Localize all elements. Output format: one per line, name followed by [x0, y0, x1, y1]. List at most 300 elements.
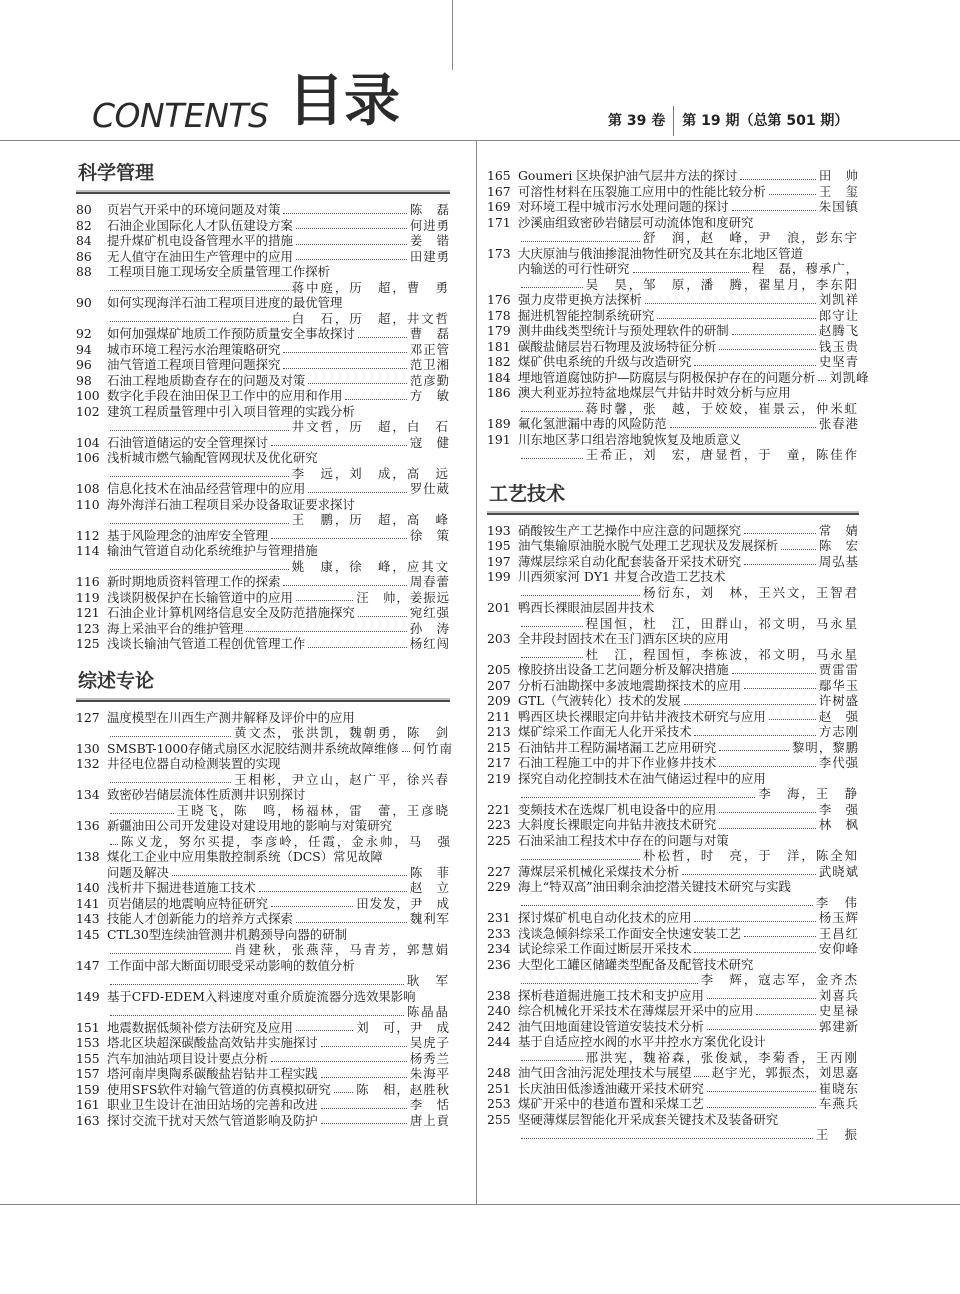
toc-entry[interactable] — [487, 369, 870, 386]
entry-title-row — [518, 308, 859, 324]
toc-entry[interactable] — [487, 1096, 859, 1112]
entry-authors: 黎明，黎鹏 — [792, 739, 859, 755]
toc-entry[interactable] — [76, 818, 450, 849]
toc-entry[interactable] — [76, 880, 450, 896]
leader-dots — [110, 466, 289, 478]
toc-entry[interactable] — [487, 184, 859, 200]
leader-dots — [308, 373, 407, 385]
toc-entry[interactable] — [76, 357, 450, 373]
entry-title-row — [518, 432, 859, 448]
toc-entry[interactable] — [76, 342, 450, 358]
toc-entry[interactable] — [487, 817, 859, 833]
toc-entry[interactable] — [487, 1081, 859, 1097]
page-number: 248 — [487, 1065, 511, 1080]
entry-text — [518, 817, 859, 833]
toc-entry[interactable] — [76, 249, 450, 265]
page-number: 121 — [76, 605, 100, 620]
leader-dots — [744, 678, 816, 690]
leader-dots — [110, 559, 289, 571]
page-number: 189 — [487, 416, 511, 431]
toc-entry[interactable] — [76, 849, 450, 880]
page-number: 153 — [76, 1035, 100, 1050]
entry-title-row — [107, 1051, 450, 1067]
page-number: 159 — [76, 1081, 100, 1097]
leader-dots — [321, 1113, 407, 1125]
entry-title: 长庆油田低渗透油藏开采技术研究 — [518, 1080, 704, 1096]
leader-dots — [110, 803, 174, 815]
toc-entry[interactable] — [76, 450, 450, 481]
entry-authors: 杨玉辉 — [818, 910, 859, 925]
toc-entry[interactable] — [487, 1003, 859, 1019]
entry-authors: 吴虎子 — [409, 1035, 450, 1050]
entry-text — [518, 941, 859, 957]
leader-dots — [321, 1097, 407, 1109]
entry-text — [518, 354, 859, 370]
leader-dots — [296, 590, 353, 602]
entry-title: 塔北区块超深碳酸盐高效钻井实施探讨 — [107, 1035, 318, 1050]
toc-entry[interactable] — [487, 693, 859, 709]
toc-entry[interactable] — [487, 292, 859, 308]
entry-text — [107, 1051, 450, 1067]
toc-entry[interactable] — [487, 802, 859, 818]
entry-title-row — [107, 1035, 450, 1051]
entry-text — [518, 339, 859, 355]
entry-text — [518, 1003, 859, 1019]
entry-title-row — [518, 957, 859, 973]
entry-text — [107, 202, 450, 218]
entry-authors-line: 井文哲，历 超，白 石 — [291, 419, 450, 434]
entry-title-row — [518, 910, 859, 926]
entry-text — [518, 693, 859, 709]
leader-dots — [296, 249, 407, 261]
leader-dots — [321, 1066, 407, 1078]
toc-entry[interactable] — [76, 264, 450, 295]
entry-title: 掘进机智能控制系统研究 — [518, 307, 655, 323]
entry-authors-line: 耿 军 — [406, 973, 450, 988]
entry-authors-row — [107, 311, 450, 327]
leader-dots — [707, 1096, 816, 1108]
page-number: 219 — [487, 770, 511, 786]
entry-title: 可溶性材料在压裂施工应用中的性能比较分析 — [518, 183, 766, 199]
toc-entry[interactable] — [76, 787, 450, 818]
entry-title-row — [518, 1034, 859, 1050]
entry-authors: 李 强 — [818, 801, 859, 817]
entry-title-row — [107, 357, 450, 373]
entry-authors: 罗仕葳 — [409, 481, 450, 496]
toc-entry[interactable] — [487, 1034, 859, 1065]
toc-entry[interactable] — [76, 202, 450, 218]
entry-title-row — [518, 554, 859, 570]
entry-authors-row — [518, 647, 859, 663]
volume-label: 第 39 卷 — [608, 113, 666, 129]
entry-text — [107, 450, 450, 481]
entry-authors: 曹 磊 — [409, 326, 450, 341]
entry-title-row — [107, 865, 450, 881]
toc-entry[interactable] — [76, 295, 450, 326]
entry-title: GTL（气液转化）技术的发展 — [518, 693, 681, 708]
entry-text — [107, 1082, 450, 1098]
entry-text — [518, 1081, 859, 1097]
entry-title: 变频技术在选煤厂机电设备中的应用 — [518, 801, 717, 817]
entry-title: 氟化氢泄漏中毒的风险防范 — [518, 416, 667, 431]
entry-title: 提升煤矿机电设备管理水平的措施 — [107, 233, 293, 248]
entry-authors-row — [518, 848, 859, 864]
toc-entry[interactable] — [76, 740, 453, 757]
entry-title-row — [518, 246, 859, 262]
entry-text — [107, 958, 450, 989]
toc-entry[interactable] — [487, 988, 859, 1004]
toc-entry[interactable] — [487, 432, 859, 463]
entry-authors-line: 李 伟 — [815, 894, 859, 910]
entry-authors-row — [107, 942, 450, 958]
toc-entry[interactable] — [487, 755, 859, 771]
entry-title-row — [518, 802, 859, 818]
toc-entry[interactable] — [76, 590, 450, 606]
page-number: 165 — [487, 168, 511, 183]
entry-title: 川东地区茅口组岩溶地貌恢复及地质意义 — [518, 431, 742, 447]
toc-entry[interactable] — [487, 941, 859, 957]
toc-entry[interactable] — [76, 543, 450, 574]
entry-authors-line: 陈义龙，努尔买提，李彦岭，任霞，金永帅，马 强 — [121, 833, 452, 849]
page-number: 125 — [76, 636, 100, 651]
leader-dots — [296, 911, 407, 923]
page-number: 92 — [76, 326, 92, 341]
entry-authors: 何竹南 — [412, 740, 453, 756]
entry-title: 井径电位器自动检测装置的实现 — [107, 756, 281, 771]
leader-dots — [110, 772, 231, 784]
toc-entry[interactable] — [487, 678, 859, 694]
leader-dots — [744, 554, 816, 566]
toc-entry[interactable] — [76, 1066, 450, 1082]
entry-text — [107, 989, 450, 1020]
entry-text — [518, 1112, 859, 1143]
page-number: 244 — [487, 1034, 511, 1049]
leader-dots — [707, 1019, 816, 1031]
entry-authors: 崔晓东 — [818, 1080, 859, 1096]
entry-text — [107, 621, 450, 637]
entry-title-row — [518, 755, 859, 771]
entry-text — [518, 215, 859, 246]
leader-dots — [781, 538, 816, 550]
entry-title: 煤化工企业中应用集散控制系统（DCS）常见故障 — [107, 849, 383, 864]
toc-entry[interactable] — [76, 896, 450, 912]
toc-entry[interactable] — [487, 926, 859, 942]
entry-title-row — [518, 199, 859, 215]
toc-entry[interactable] — [487, 323, 859, 339]
section-rule — [487, 511, 859, 515]
page-number: 114 — [76, 543, 100, 558]
toc-entry[interactable] — [487, 215, 859, 246]
entry-text — [107, 849, 450, 880]
page-number: 233 — [487, 925, 511, 941]
page-number: 182 — [487, 354, 511, 369]
entry-authors: 鄢华玉 — [818, 677, 859, 693]
toc-entry[interactable] — [76, 1082, 450, 1098]
leader-dots — [283, 202, 406, 214]
toc-entry[interactable] — [487, 199, 859, 215]
entry-authors: 赵 立 — [409, 880, 450, 895]
entry-authors: 朱国镇 — [818, 199, 859, 214]
entry-text — [107, 927, 450, 958]
entry-title-row — [518, 724, 859, 740]
entry-authors: 郭建新 — [818, 1018, 859, 1034]
leader-dots — [719, 755, 816, 767]
page-number: 84 — [76, 233, 92, 248]
page-number: 251 — [487, 1080, 511, 1096]
entry-title: SMSBT-1000存储式扇区水泥胶结测井系统故障维修 — [107, 740, 399, 756]
entry-text — [518, 631, 859, 662]
page-number: 141 — [76, 895, 100, 911]
toc-entry[interactable] — [487, 538, 859, 554]
section-header — [487, 481, 859, 515]
page-number: 123 — [76, 620, 100, 636]
toc-entry[interactable] — [487, 569, 859, 600]
toc-entry[interactable] — [487, 631, 859, 662]
toc-entry[interactable] — [76, 404, 450, 435]
leader-dots — [521, 1127, 813, 1139]
entry-authors-line: 朴松哲，时 亮，于 洋，陈全知 — [643, 848, 859, 863]
toc-entry[interactable] — [76, 388, 450, 404]
entry-title: 川西须家河 DY1 井复合改造工艺技术 — [518, 569, 726, 584]
entry-text — [107, 233, 450, 249]
leader-dots — [694, 354, 815, 366]
toc-entry[interactable] — [76, 1020, 450, 1036]
entry-title: 探讨交流干扰对天然气管道影响及防护 — [107, 1112, 318, 1128]
leader-dots — [296, 233, 407, 245]
toc-entry[interactable] — [76, 958, 450, 989]
leader-dots — [719, 339, 816, 351]
toc-entry[interactable] — [76, 710, 450, 741]
entry-text — [518, 184, 859, 200]
toc-entry[interactable] — [76, 481, 450, 497]
page-number: 229 — [487, 879, 511, 894]
toc-entry[interactable] — [487, 308, 859, 324]
entry-title-row — [107, 342, 450, 358]
toc-entry[interactable] — [76, 497, 450, 528]
toc-entry[interactable] — [76, 373, 450, 389]
entry-authors-line: 李 辉，寇志军，金齐杰 — [700, 972, 859, 987]
entry-title: 油气管道工程项目管理问题探究 — [107, 357, 281, 372]
leader-dots — [358, 605, 407, 617]
entry-title: 基于CFD-EDEM入料速度对重介质旋流器分选效果影响 — [107, 988, 416, 1004]
entry-title: 煤矿开采中的巷道布置和采煤工艺 — [518, 1096, 704, 1111]
page-number: 134 — [76, 787, 100, 802]
toc-entry[interactable] — [76, 756, 450, 787]
entry-authors: 赵腾飞 — [818, 323, 859, 338]
toc-entry[interactable] — [487, 523, 859, 539]
entry-authors: 周春蕾 — [409, 574, 450, 589]
toc-entry[interactable] — [76, 989, 450, 1020]
toc-entry[interactable] — [487, 168, 859, 184]
toc-entry[interactable] — [76, 927, 450, 958]
section-title: 工艺技术 — [489, 482, 566, 505]
entry-title: 油气田含油污泥处理技术与展望 — [518, 1065, 692, 1080]
toc-entry[interactable] — [76, 1035, 450, 1051]
toc-entry[interactable] — [487, 1065, 859, 1081]
entry-title-row — [518, 771, 859, 787]
entry-title-row — [107, 202, 450, 218]
entry-title: 建筑工程质量管理中引入项目管理的实践分析 — [107, 403, 355, 419]
toc-entry[interactable] — [487, 662, 859, 678]
page-number: 211 — [487, 708, 511, 724]
entry-title-cont: 问题及解决 — [107, 864, 169, 880]
entry-authors-line: 李 海，王 静 — [758, 786, 859, 801]
leader-dots — [719, 740, 789, 752]
page-number: 167 — [487, 183, 511, 199]
toc-entry[interactable] — [487, 600, 859, 631]
entry-authors: 车燕兵 — [818, 1096, 859, 1111]
toc-entry[interactable] — [487, 385, 859, 416]
entry-title-row — [518, 662, 859, 678]
entry-text — [107, 590, 450, 606]
leader-dots — [521, 447, 583, 459]
entry-text — [107, 880, 450, 896]
entry-title-row — [107, 605, 450, 621]
entry-text — [518, 569, 859, 600]
entry-title-row — [518, 354, 859, 370]
leader-dots — [521, 585, 640, 597]
entry-text — [107, 896, 450, 912]
page-number: 197 — [487, 553, 511, 569]
toc-entry[interactable] — [487, 879, 859, 910]
leader-dots — [694, 724, 815, 736]
toc-entry[interactable] — [76, 1097, 450, 1113]
page-number: 110 — [76, 496, 100, 512]
entry-text — [107, 1020, 450, 1036]
entry-text — [518, 1096, 859, 1112]
leader-dots — [334, 1082, 353, 1094]
toc-entry[interactable] — [76, 1051, 450, 1067]
page-number: 149 — [76, 988, 100, 1004]
entry-title: 新疆油田公司开发建设对建设用地的影响与对策研究 — [107, 818, 392, 833]
entry-title: 信息化技术在油品经营管理中的应用 — [107, 481, 306, 496]
leader-dots — [521, 647, 583, 659]
entry-title-row — [107, 636, 450, 652]
leader-dots — [732, 323, 816, 335]
leader-dots — [740, 168, 816, 180]
entry-title: 工程项目施工现场安全质量管理工作探析 — [107, 264, 331, 279]
leader-dots — [521, 972, 698, 984]
entry-text — [107, 264, 450, 295]
toc-entry[interactable] — [487, 771, 859, 802]
toc-entry[interactable] — [487, 1112, 859, 1143]
entry-authors: 赵 强 — [818, 708, 859, 724]
entry-authors: 田发发，尹 成 — [356, 895, 450, 911]
top-rule — [0, 140, 960, 141]
toc-entry[interactable] — [487, 957, 859, 988]
entry-title-row — [107, 295, 450, 311]
entry-text — [107, 481, 450, 497]
entry-title: 页岩气开采中的环境问题及对策 — [107, 202, 281, 217]
toc-entry[interactable] — [487, 1019, 859, 1035]
toc-entry[interactable] — [487, 709, 859, 725]
leader-dots — [694, 1065, 708, 1077]
entry-authors: 张春港 — [818, 416, 859, 431]
page-number: 225 — [487, 832, 511, 848]
toc-entry[interactable] — [76, 605, 450, 621]
entry-text — [518, 879, 859, 910]
entry-title: 基于自适应控水阀的水平井控水方案优化设计 — [518, 1034, 766, 1049]
entry-title-row — [518, 261, 859, 277]
entry-text — [107, 1113, 450, 1129]
page-number: 173 — [487, 245, 511, 261]
toc-entry[interactable] — [76, 911, 450, 927]
entry-authors-row — [107, 559, 450, 575]
toc-entry[interactable] — [76, 621, 450, 637]
toc-entry[interactable] — [487, 864, 859, 880]
entry-text — [107, 218, 450, 234]
entry-title: 埋地管道腐蚀防护—防腐层与阴极保护存在的问题分析 — [518, 369, 816, 385]
toc-entry[interactable] — [76, 574, 450, 590]
entry-title-row — [107, 435, 450, 451]
leader-dots — [521, 895, 813, 907]
leader-dots — [283, 357, 406, 369]
entry-title-row — [518, 569, 859, 585]
page-number: 98 — [76, 372, 92, 388]
entry-text — [518, 385, 859, 416]
entry-text — [518, 554, 859, 570]
entry-authors-row — [518, 616, 859, 632]
toc-entry[interactable] — [76, 326, 450, 342]
entry-title: 致密砂岩储层流体性质测井识别探讨 — [107, 787, 306, 802]
toc-entry[interactable] — [487, 724, 859, 740]
entry-authors-line: 杜 江，程国恒，李栋波，祁文明，马永星 — [585, 646, 859, 662]
leader-dots — [308, 636, 407, 648]
entry-authors-line: 王希正，刘 宏，唐显哲，于 童，陈佳作 — [585, 447, 859, 462]
entry-title-row — [518, 864, 859, 880]
toc-entry[interactable] — [76, 636, 450, 652]
toc-entry[interactable] — [487, 910, 859, 926]
entry-authors: 许树盛 — [818, 693, 859, 708]
toc-entry[interactable] — [76, 218, 450, 234]
toc-entry[interactable] — [487, 416, 859, 432]
entry-title: 输油气管道自动化系统维护与管理措施 — [107, 543, 318, 558]
toc-entry[interactable] — [487, 246, 859, 293]
page-number: 96 — [76, 357, 92, 372]
page-number: 231 — [487, 910, 511, 925]
section-rule — [76, 698, 450, 702]
leader-dots — [769, 709, 816, 721]
entry-title-row — [518, 385, 859, 401]
leader-dots — [521, 1050, 583, 1062]
leader-dots — [657, 308, 816, 320]
page-number: 178 — [487, 307, 511, 323]
toc-entry[interactable] — [76, 1113, 450, 1129]
entry-title: 地震数据低频补偿方法研究及应用 — [107, 1019, 293, 1035]
entry-title-row — [107, 911, 450, 927]
toc-entry[interactable] — [76, 435, 450, 451]
entry-text — [107, 605, 450, 621]
entry-title-row — [107, 787, 450, 803]
toc-entry[interactable] — [487, 740, 859, 756]
toc-entry[interactable] — [487, 354, 859, 370]
toc-entry[interactable] — [76, 233, 450, 249]
entry-title: 石油钻井工程防漏堵漏工艺应用研究 — [518, 739, 717, 755]
toc-entry[interactable] — [76, 528, 450, 544]
entry-text — [107, 1035, 450, 1051]
page-number: 221 — [487, 801, 511, 817]
entry-title: 浅析城市燃气输配管网现状及优化研究 — [107, 450, 318, 465]
entry-text — [107, 787, 450, 818]
entry-authors-row — [518, 895, 859, 911]
toc-entry[interactable] — [487, 339, 859, 355]
leader-dots — [271, 528, 407, 540]
toc-entry[interactable] — [487, 833, 859, 864]
toc-entry[interactable] — [487, 554, 859, 570]
entry-title: 薄煤层综采自动化配套装备开采技术研究 — [518, 553, 742, 569]
page-number: 140 — [76, 880, 100, 895]
entry-authors-line: 舒 润，赵 峰，尹 浪，彭东宇 — [643, 230, 859, 245]
